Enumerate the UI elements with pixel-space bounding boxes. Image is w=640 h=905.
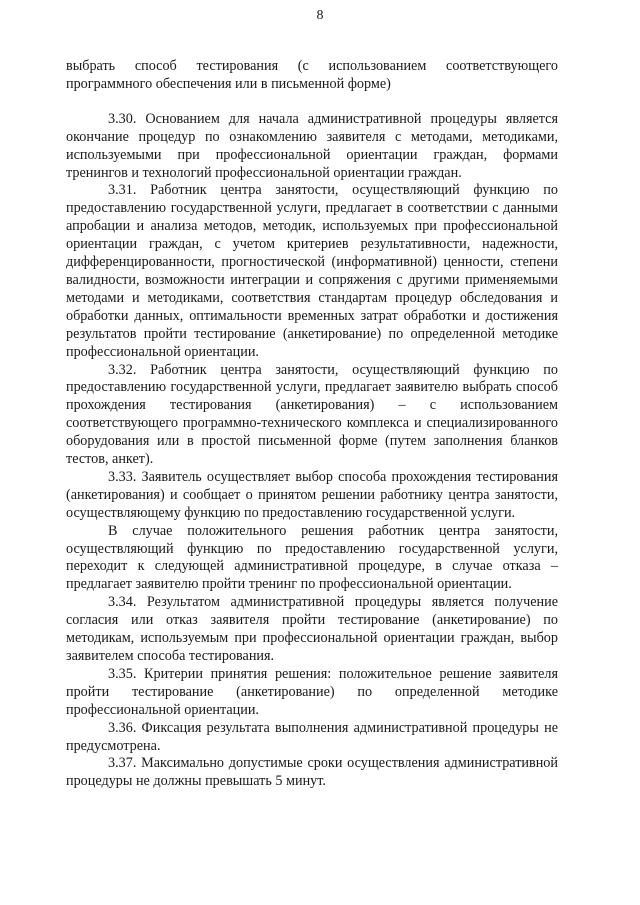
paragraph-continuation: выбрать способ тестирования (с использованием соответствующего программного обеспечения или в письменной форме)	[66, 58, 558, 92]
paragraph-3-32: 3.32. Работник центра занятости, осуществляющий функцию по предоставлению государственной услуги, предлагает заявителю выбрать способ прохождения тестирования (анкетирования) – с использованием соответствующего программно-технического комплекса и специализированного оборудования или в простой письменной форме (путем заполнения бланков тестов, анкет).	[66, 361, 558, 468]
paragraph-3-36: 3.36. Фиксация результата выполнения административной процедуры не предусмотрена.	[66, 719, 558, 754]
page-number: 8	[316, 8, 324, 23]
paragraph-3-33: 3.33. Заявитель осуществляет выбор способа прохождения тестирования (анкетирования) и сообщает о принятом решении работнику центра занятости, осуществляющему функцию по предоставлению государственной услуги.	[66, 468, 558, 521]
paragraph-3-30: 3.30. Основанием для начала административной процедуры является окончание процедур по ознакомлению заявителя с методами, методиками, используемыми при профессиональной ориентации граждан, формами тренингов и технологий профессиональной ориентации граждан.	[66, 110, 558, 181]
paragraph-3-34: 3.34. Результатом административной процедуры является получение согласия или отказ заявителя пройти тестирование (анкетирование) по методикам, используемым при профессиональной ориентации граждан, выбор заявителем способа тестирования.	[66, 594, 558, 664]
paragraph-3-37: 3.37. Максимально допустимые сроки осуществления административной процедуры не должны превышать 5 минут.	[66, 755, 558, 790]
paragraph-3-31: 3.31. Работник центра занятости, осуществляющий функцию по предоставлению государственной услуги, предлагает в соответствии с данными апробации и анализа методов, методик, используемых при профессиональной ориентации граждан, с учетом критериев результативности, надежности, дифференцированности, прогностической (информативной) ценности, степени валидности, возможности интеграции и сопряжения с другими применяемыми методами и методиками, соответствия стандартам процедур обследования и обработки данных, оптимальности временных затрат обработки и достижения результатов пройти тестирование (анкетирование) по определенной методике профессиональной ориентации.	[66, 182, 558, 360]
document-body	[66, 58, 558, 791]
paragraph-positive-decision: В случае положительного решения работник центра занятости, осуществляющий функцию по предоставлению государственной услуги, переходит к следующей административной процедуре, в случае отказа – предлагает заявителю пройти тренинг по профессиональной ориентации.	[66, 522, 558, 593]
paragraph-3-35: 3.35. Критерии принятия решения: положительное решение заявителя пройти тестирование (анкетирование) по определенной методике профессиональной ориентации.	[66, 665, 558, 718]
